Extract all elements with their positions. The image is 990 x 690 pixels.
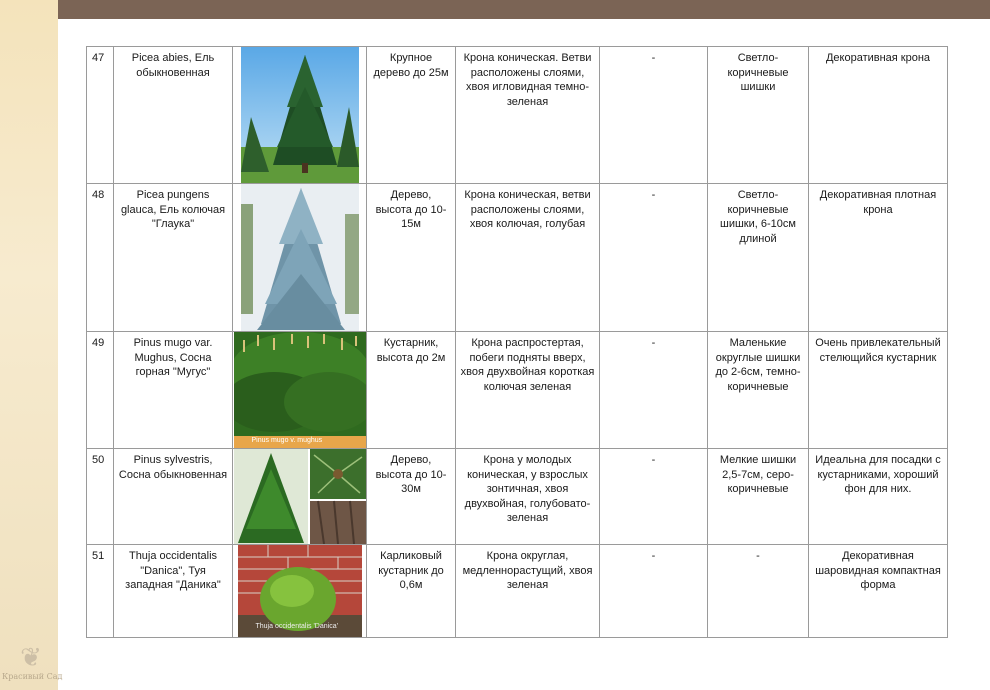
decorative-value: Декоративная плотная крона <box>809 184 948 332</box>
decorative-value: Очень привлекательный стелющийся кустарник <box>809 332 948 449</box>
row-number: 48 <box>87 184 114 332</box>
flowering: - <box>600 184 708 332</box>
row-number: 51 <box>87 545 114 638</box>
table-row <box>87 449 948 545</box>
row-number: 50 <box>87 449 114 545</box>
plant-size: Карликовый кустарник до 0,6м <box>367 545 456 638</box>
plant-image-cell <box>233 545 367 638</box>
plant-name: Thuja occidentalis "Danica", Туя западная "Даника" <box>114 545 233 638</box>
plants-table <box>86 46 948 638</box>
fruit-description: Светло-коричневые шишки <box>708 47 809 184</box>
plant-image-cell <box>233 184 367 332</box>
table-row <box>87 184 948 332</box>
plant-size: Крупное дерево до 25м <box>367 47 456 184</box>
table-row <box>87 545 948 638</box>
plant-name: Pinus mugo var. Mughus, Сосна горная "Мугус" <box>114 332 233 449</box>
plant-image-cell <box>233 449 367 545</box>
image-caption: Pinus mugo v. mughus <box>251 437 323 444</box>
fruit-description: Мелкие шишки 2,5-7см, серо-коричневые <box>708 449 809 545</box>
scots-pine-collage-icon <box>234 449 366 544</box>
fruit-description: Маленькие округлые шишки до 2-6см, темно-коричневые <box>708 332 809 449</box>
left-decorative-strip <box>0 0 63 690</box>
plant-size: Кустарник, высота до 2м <box>367 332 456 449</box>
flowering: - <box>600 332 708 449</box>
row-number: 49 <box>87 332 114 449</box>
flowering: - <box>600 449 708 545</box>
crown-description: Крона у молодых коническая, у взрослых зонтичная, хвоя двухвойная, голубовато-зеленая <box>456 449 600 545</box>
plant-name: Picea abies, Ель обыкновенная <box>114 47 233 184</box>
brand-logo <box>2 643 63 688</box>
row-number: 47 <box>87 47 114 184</box>
blue-spruce-photo-icon <box>241 184 359 331</box>
spruce-photo-icon <box>241 47 359 183</box>
crown-description: Крона коническая, ветви расположены слоями, хвоя колючая, голубая <box>456 184 600 332</box>
mountain-pine-photo-icon <box>234 332 366 448</box>
fruit-description: Светло-коричневые шишки, 6-10см длиной <box>708 184 809 332</box>
image-caption: Thuja occidentalis 'Danica' <box>255 622 338 630</box>
flowering: - <box>600 47 708 184</box>
decorative-value: Декоративная крона <box>809 47 948 184</box>
plant-name: Picea pungens glauca, Ель колючая "Глаука" <box>114 184 233 332</box>
plant-image-cell <box>233 47 367 184</box>
decorative-value: Идеальна для посадки с кустарниками, хороший фон для них. <box>809 449 948 545</box>
plant-image-cell <box>233 332 367 449</box>
crown-description: Крона распростертая, побеги подняты вверх, хвоя двухвойная короткая колючая зеленая <box>456 332 600 449</box>
top-header-bar <box>58 0 990 19</box>
logo-text: Красивый Сад <box>2 672 63 681</box>
decorative-value: Декоративная шаровидная компактная форма <box>809 545 948 638</box>
thuja-photo-icon <box>238 545 362 637</box>
logo-ornament-icon: ❦ <box>20 643 42 673</box>
plant-name: Pinus sylvestris, Сосна обыкновенная <box>114 449 233 545</box>
plant-size: Дерево, высота до 10-15м <box>367 184 456 332</box>
crown-description: Крона округлая, медленнорастущий, хвоя зеленая <box>456 545 600 638</box>
fruit-description: - <box>708 545 809 638</box>
flowering: - <box>600 545 708 638</box>
table-row <box>87 332 948 449</box>
plant-size: Дерево, высота до 10-30м <box>367 449 456 545</box>
table-row <box>87 47 948 184</box>
crown-description: Крона коническая. Ветви расположены слоями, хвоя игловидная темно-зеленая <box>456 47 600 184</box>
